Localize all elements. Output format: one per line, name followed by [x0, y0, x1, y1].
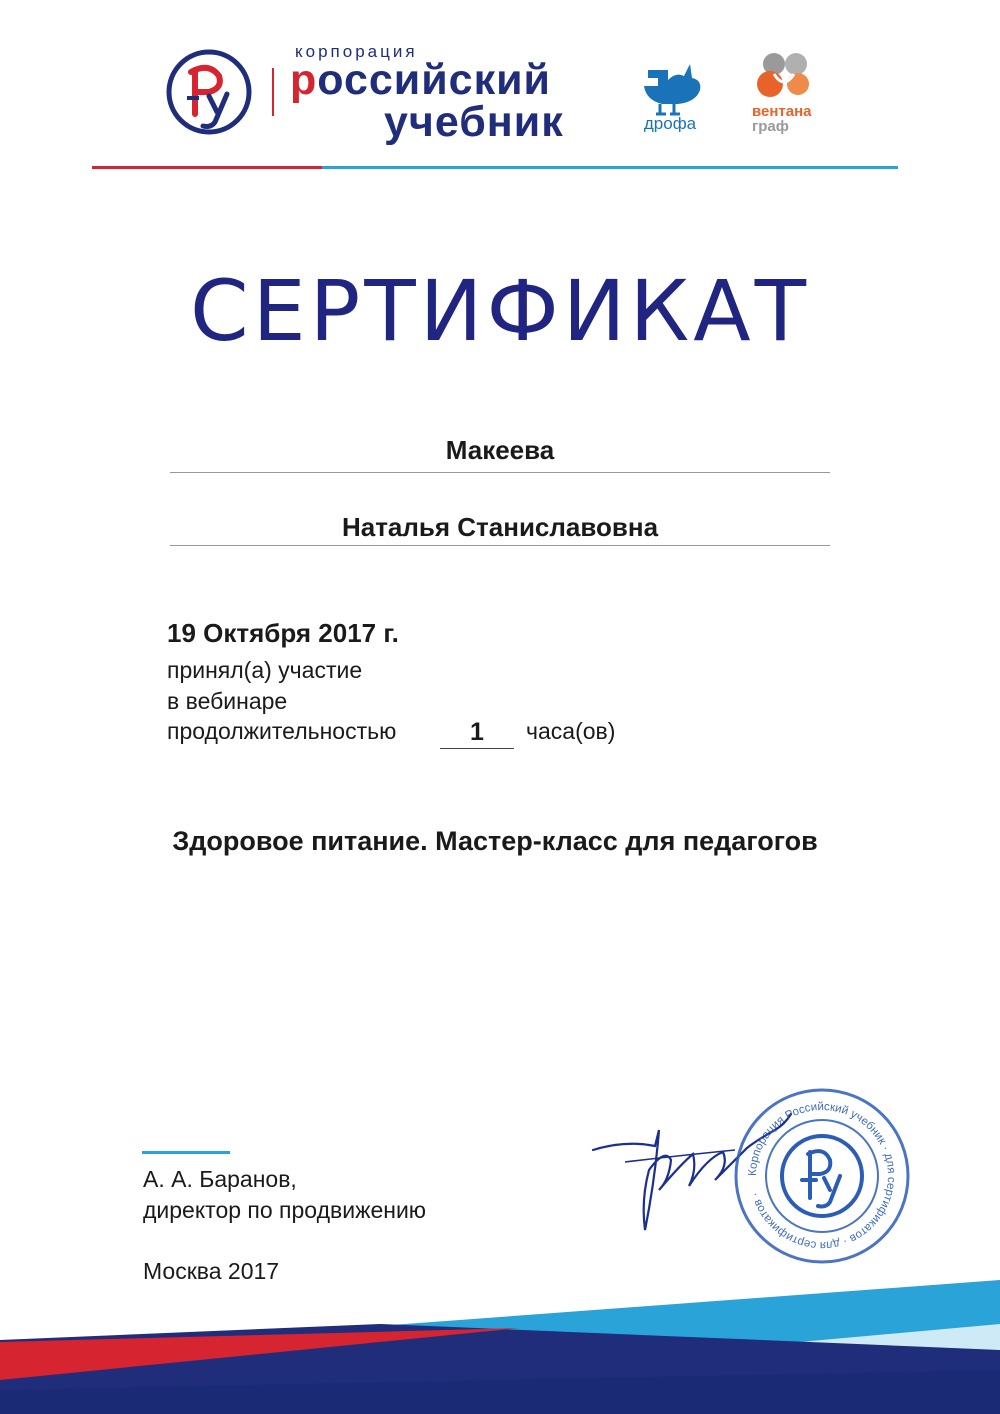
- last-name-underline: [170, 472, 830, 473]
- webinar-title: Здоровое питание. Мастер-класс для педагогов: [172, 826, 818, 856]
- duration-label: продолжительностью: [167, 718, 397, 744]
- duration-unit: часа(ов): [526, 718, 616, 744]
- webinar-line: в вебинаре: [167, 688, 288, 714]
- company-stamp: [732, 1086, 912, 1266]
- ru-logo-icon: [165, 48, 253, 136]
- svg-text:Корпорация Российский учебник: [747, 1101, 897, 1251]
- signer-name: А. А. Баранов,: [143, 1166, 297, 1192]
- signer-position: директор по продвижению: [143, 1197, 427, 1223]
- bottom-decorative-stripes: [0, 1280, 1000, 1414]
- event-date: 19 Октября 2017 г.: [167, 618, 399, 648]
- graf-label: граф: [752, 118, 789, 134]
- first-middle-name-underline: [170, 545, 830, 546]
- ventana-label: вентана: [752, 103, 812, 120]
- logo-divider: [272, 68, 274, 116]
- certificate-title: СЕРТИФИКАТ: [189, 262, 811, 360]
- last-name: Макеева: [445, 435, 555, 465]
- first-middle-name: Наталья Станиславовна: [341, 512, 659, 542]
- drofa-logo-icon: [630, 50, 710, 132]
- participation-line: принял(а) участие: [167, 657, 363, 683]
- stamp-ring-text: Корпорация Российский учебник · для сертификатов · для сертификатов ·: [746, 1100, 898, 1252]
- duration-underline: [440, 748, 514, 749]
- duration-value: 1: [470, 718, 484, 746]
- ventana-graf-logo-icon: [748, 50, 824, 134]
- signature-accent-line: [142, 1151, 230, 1154]
- corp-name-first-letter: р: [290, 56, 318, 104]
- corp-small-label: корпорация: [295, 42, 418, 61]
- corp-name-line1-rest: оссийский: [317, 56, 551, 104]
- drofa-label: дрофа: [643, 114, 697, 132]
- place-year: Москва 2017: [143, 1258, 280, 1284]
- corp-name-line2: учебник: [384, 98, 564, 146]
- header-divider-line: [92, 166, 898, 169]
